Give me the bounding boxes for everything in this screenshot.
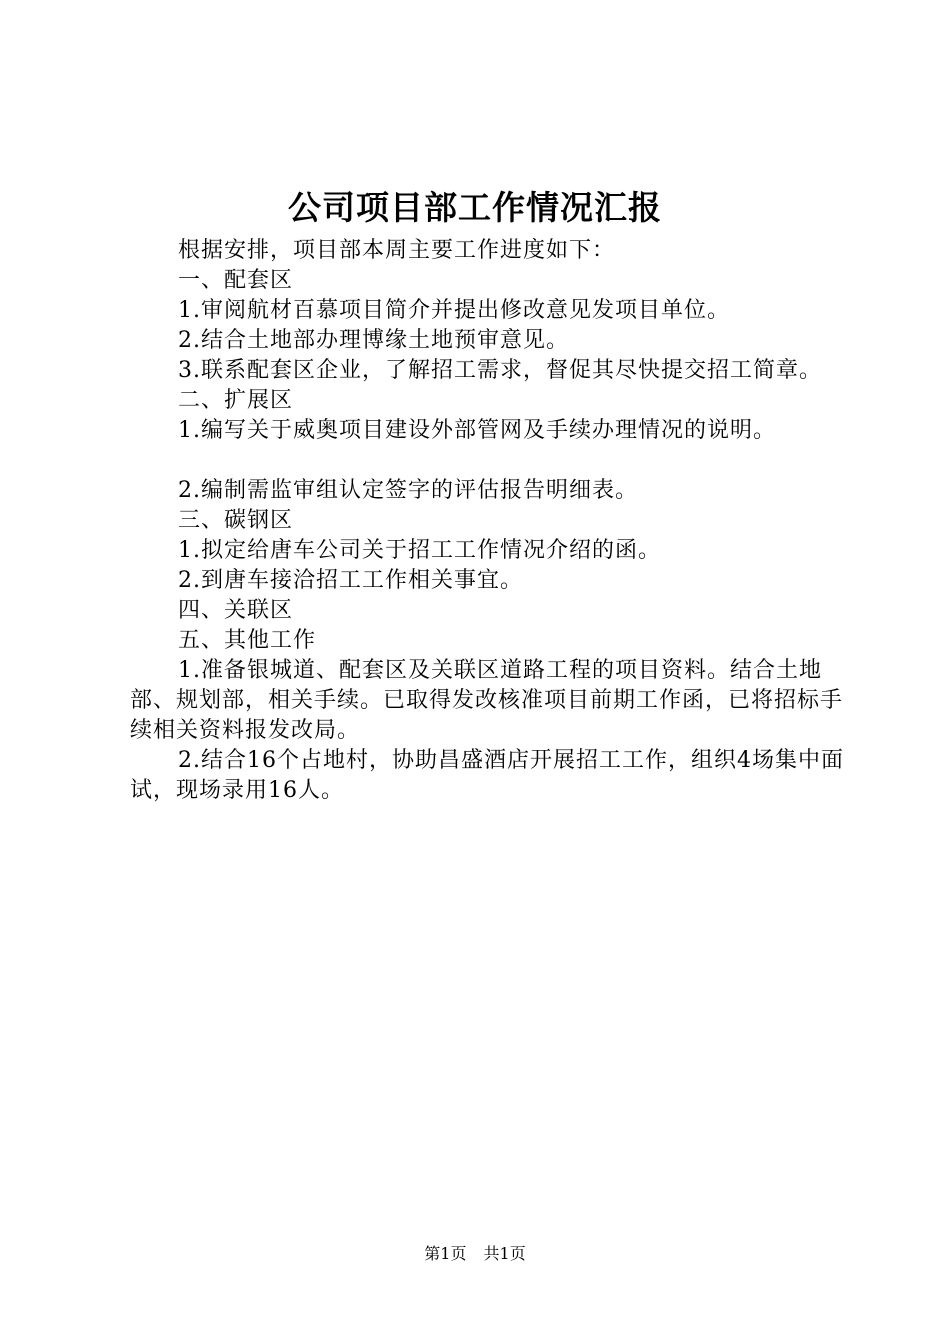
page-number: 第1页: [424, 1244, 467, 1263]
list-item: 3.联系配套区企业，了解招工需求，督促其尽快提交招工简章。: [178, 358, 822, 383]
list-item: 2.编制需监审组认定签字的评估报告明细表。: [178, 478, 638, 503]
list-item: 1.拟定给唐车公司关于招工工作情况介绍的函。: [178, 538, 661, 563]
list-item: 2.结合16个占地村，协助昌盛酒店开展招工工作，组织4场集中面试，现场录用16人。: [130, 748, 844, 803]
section-heading-guanlian: 四、关联区: [178, 598, 294, 623]
document-title: 公司项目部工作情况汇报: [288, 188, 662, 227]
page-footer: [0, 1242, 950, 1266]
section-heading-kuozhan: 二、扩展区: [178, 388, 294, 413]
intro-paragraph: 根据安排，项目部本周主要工作进度如下：: [178, 238, 616, 263]
list-item: 1.审阅航材百慕项目简介并提出修改意见发项目单位。: [178, 298, 730, 323]
section-heading-qita: 五、其他工作: [178, 628, 317, 653]
list-item: 1.准备银城道、配套区及关联区道路工程的项目资料。结合土地部、规划部，相关手续。已取得发改核准项目前期工作函，已将招标手续相关资料报发改局。: [130, 658, 844, 743]
page-total: 共1页: [483, 1244, 526, 1263]
blank-line: [130, 446, 850, 476]
list-item: 1.编写关于威奥项目建设外部管网及手续办理情况的说明。: [178, 418, 776, 443]
document-body: [130, 236, 850, 806]
section-heading-peitao: 一、配套区: [178, 268, 294, 293]
section-heading-tangang: 三、碳钢区: [178, 508, 294, 533]
list-item: 2.结合土地部办理博缘土地预审意见。: [178, 328, 569, 353]
list-item: 2.到唐车接洽招工工作相关事宜。: [178, 568, 523, 593]
